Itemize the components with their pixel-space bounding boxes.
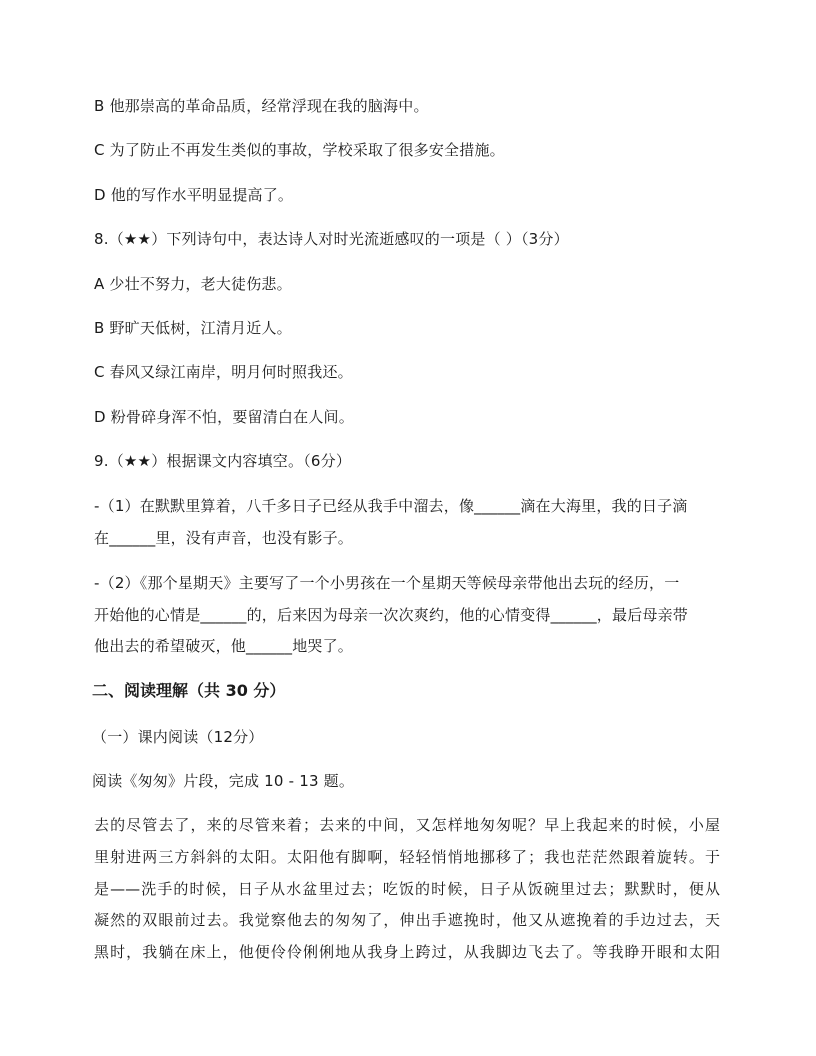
passage-line-1: 去的尽管去了，来的尽管来着；去来的中间，又怎样地匆匆呢？早上我起来的时候，小屋 bbox=[94, 816, 720, 834]
q7-option-b: B 他那崇高的革命品质，经常浮现在我的脑海中。 bbox=[94, 97, 429, 115]
passage-line-2: 里射进两三方斜斜的太阳。太阳他有脚啊，轻轻悄悄地挪移了；我也茫茫然跟着旋转。于 bbox=[94, 848, 720, 866]
passage-line-5: 黑时，我躺在床上，他便伶伶俐俐地从我身上跨过，从我脚边飞去了。等我睁开眼和太阳 bbox=[94, 943, 720, 961]
passage-line-3: 是——洗手的时候，日子从水盆里过去；吃饭的时候，日子从饭碗里过去；默默时，便从 bbox=[94, 880, 720, 898]
q8-option-b: B 野旷天低树，江清月近人。 bbox=[94, 319, 292, 337]
section-heading: 二、阅读理解（共 30 分） bbox=[92, 681, 286, 700]
q9-item1-line1: -（1）在默默里算着，八千多日子已经从我手中溜去，像______滴在大海里，我的日子滴 bbox=[94, 497, 688, 515]
q7-option-d: D 他的写作水平明显提高了。 bbox=[94, 186, 294, 204]
q9-item2-line3: 他出去的希望破灭，他______地哭了。 bbox=[94, 637, 354, 655]
q9-item2-line1: -（2）《那个星期天》主要写了一个小男孩在一个星期天等候母亲带他出去玩的经历，一 bbox=[94, 574, 680, 592]
q7-option-c: C 为了防止不再发生类似的事故，学校采取了很多安全措施。 bbox=[94, 141, 505, 159]
q8-option-a: A 少壮不努力，老大徒伤悲。 bbox=[94, 275, 292, 293]
q9-stem: 9.（★★）根据课文内容填空。（6分） bbox=[94, 452, 352, 470]
passage-line-4: 凝然的双眼前过去。我觉察他去的匆匆了，伸出手遮挽时，他又从遮挽着的手边过去，天 bbox=[94, 911, 720, 929]
reading-intro: 阅读《匆匆》片段，完成 10 - 13 题。 bbox=[92, 772, 355, 790]
q9-item2-line2: 开始他的心情是______的，后来因为母亲一次次爽约，他的心情变得______，最后母亲带 bbox=[94, 606, 689, 624]
q8-option-d: D 粉骨碎身浑不怕，要留清白在人间。 bbox=[94, 408, 354, 426]
q9-item1-line2: 在______里，没有声音，也没有影子。 bbox=[94, 529, 354, 547]
q8-stem: 8.（★★）下列诗句中，表达诗人对时光流逝感叹的一项是（ ）（3分） bbox=[94, 230, 569, 248]
q8-option-c: C 春风又绿江南岸，明月何时照我还。 bbox=[94, 363, 353, 381]
subsection-heading: （一）课内阅读（12分） bbox=[92, 728, 264, 746]
